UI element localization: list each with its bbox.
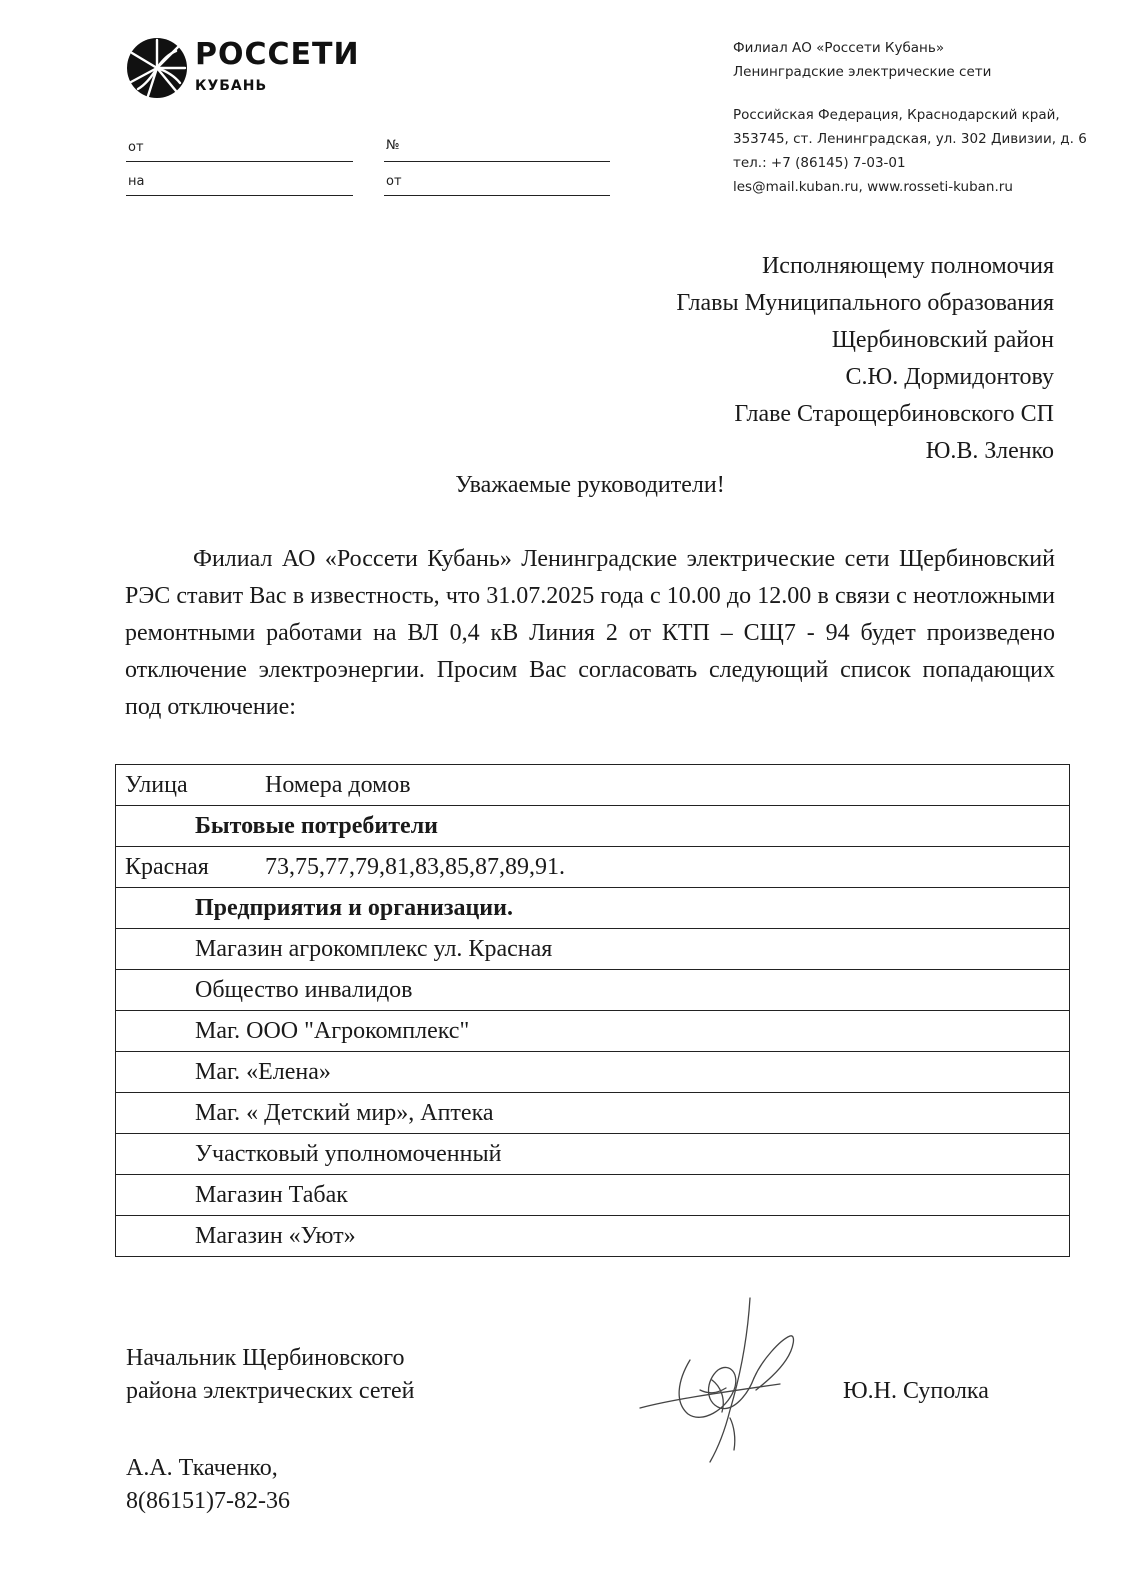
position-line: Начальник Щербиновского bbox=[126, 1345, 405, 1371]
org-item: Маг. «Елена» bbox=[195, 1058, 331, 1085]
handwritten-signature bbox=[630, 1290, 810, 1470]
org-item: Магазин Табак bbox=[195, 1181, 348, 1208]
from2-line bbox=[384, 195, 610, 196]
table-row bbox=[116, 929, 1070, 970]
table-row bbox=[116, 847, 1070, 888]
table-row bbox=[116, 1093, 1070, 1134]
greeting: Уважаемые руководители! bbox=[455, 472, 725, 498]
org-item: Участковый уполномоченный bbox=[195, 1140, 502, 1167]
company-address-street: 353745, ст. Ленинградская, ул. 302 Дивизии, д. 6 bbox=[733, 131, 1087, 147]
header-street: Улица bbox=[125, 771, 188, 798]
signatory-position bbox=[126, 1342, 415, 1408]
section-row bbox=[116, 806, 1070, 847]
table-header-row bbox=[116, 765, 1070, 806]
company-info-address bbox=[733, 103, 1093, 199]
table-row bbox=[116, 1175, 1070, 1216]
logo-title: РОССЕТИ bbox=[195, 37, 360, 72]
table-row bbox=[116, 1134, 1070, 1175]
table-row bbox=[116, 1011, 1070, 1052]
number-label: № bbox=[386, 138, 400, 153]
letter-body bbox=[125, 541, 1055, 726]
section-household: Бытовые потребители bbox=[195, 812, 438, 839]
section-row bbox=[116, 888, 1070, 929]
header-houses: Номера домов bbox=[265, 771, 411, 798]
org-item: Маг. ООО "Агрокомплекс" bbox=[195, 1017, 470, 1044]
contact-name: А.А. Ткаченко, bbox=[126, 1455, 278, 1481]
contact-block bbox=[126, 1452, 290, 1518]
table-row bbox=[116, 1216, 1070, 1257]
logo-subtitle: КУБАНЬ bbox=[195, 78, 268, 94]
company-phone: тел.: +7 (86145) 7-03-01 bbox=[733, 155, 906, 171]
org-item: Общество инвалидов bbox=[195, 976, 413, 1003]
addressee-line: Главе Старощербиновского СП bbox=[734, 401, 1054, 427]
addressee-line: Главы Муниципального образования bbox=[676, 290, 1054, 316]
addressee-line: Щербиновский район bbox=[831, 327, 1054, 353]
addressee-line: С.Ю. Дормидонтову bbox=[845, 364, 1054, 390]
from-label: от bbox=[128, 140, 144, 155]
company-division: Ленинградские электрические сети bbox=[733, 64, 992, 80]
company-email-site: les@mail.kuban.ru, www.rosseti-kuban.ru bbox=[733, 179, 1013, 195]
from2-label: от bbox=[386, 174, 402, 189]
org-item: Маг. « Детский мир», Аптека bbox=[195, 1099, 494, 1126]
addressee-line: Ю.В. Зленко bbox=[925, 438, 1054, 464]
company-info-top bbox=[733, 36, 1093, 84]
addressee-line: Исполняющему полномочия bbox=[761, 253, 1054, 279]
to-label: на bbox=[128, 174, 145, 189]
rosseti-logo-icon bbox=[126, 37, 188, 99]
outage-table bbox=[115, 764, 1070, 1257]
body-paragraph: Филиал АО «Россети Кубань» Ленинградские электрические сети Щербиновский РЭС ставит Вас в известность, что 31.07.2025 года с 10.00 до 12.00 в связи с неотложными ремонтными работами на ВЛ 0,4 кВ Линия 2 от КТП – СЩ7 - 94 будет произведено отключение электроэнергии. Просим Вас согласовать следующий список попадающих под отключение: bbox=[125, 546, 1055, 720]
to-line bbox=[126, 195, 353, 196]
section-orgs: Предприятия и организации. bbox=[195, 894, 513, 921]
street-name: Красная bbox=[125, 853, 209, 880]
org-item: Магазин «Уют» bbox=[195, 1222, 356, 1249]
house-numbers: 73,75,77,79,81,83,85,87,89,91. bbox=[265, 853, 565, 880]
from-line bbox=[126, 161, 353, 162]
addressee-block bbox=[560, 248, 1054, 470]
position-line: района электрических сетей bbox=[126, 1378, 415, 1404]
company-branch: Филиал АО «Россети Кубань» bbox=[733, 40, 945, 56]
table-row bbox=[116, 970, 1070, 1011]
signatory-name: Ю.Н. Суполка bbox=[843, 1378, 989, 1404]
org-item: Магазин агрокомплекс ул. Красная bbox=[195, 935, 553, 962]
company-address-region: Российская Федерация, Краснодарский край, bbox=[733, 107, 1060, 123]
number-line bbox=[384, 161, 610, 162]
contact-phone: 8(86151)7-82-36 bbox=[126, 1488, 290, 1514]
table-row bbox=[116, 1052, 1070, 1093]
